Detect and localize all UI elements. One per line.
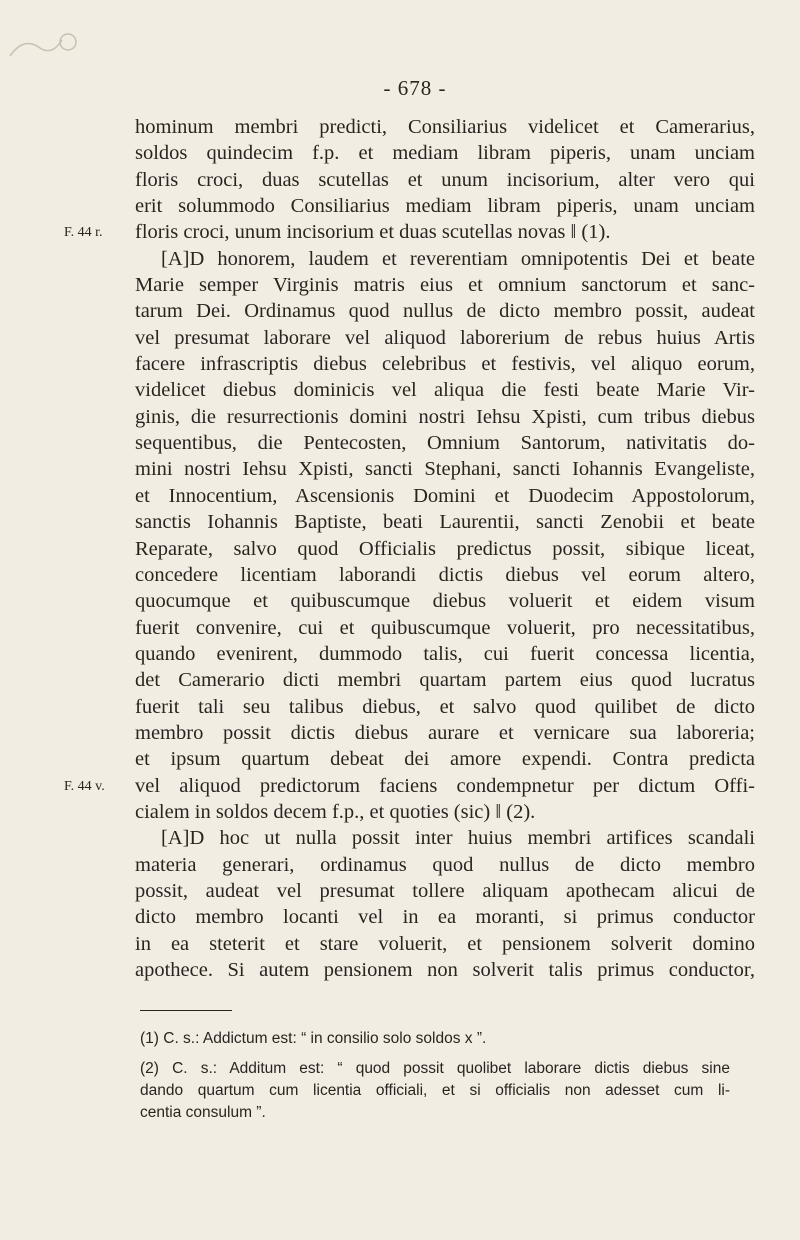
folio-note-44r: F. 44 r. bbox=[64, 225, 103, 240]
text-line: fuerit convenire, cui et quibuscumque voluerit, pro necessitatibus, bbox=[135, 616, 755, 639]
text-line: sequentibus, die Pentecosten, Omnium Santorum, nativitatis do- bbox=[135, 432, 755, 455]
text-line: videlicet diebus dominicis vel aliqua die festi beate Marie Vir- bbox=[135, 379, 755, 402]
text-line: quando evenirent, dummodo talis, cui fuerit concessa licentia, bbox=[135, 642, 755, 665]
text-line: dicto membro locanti vel in ea moranti, si primus conductor bbox=[135, 906, 755, 929]
text-line: vel presumat laborare vel aliquod laborerium de rebus huius Artis bbox=[135, 326, 755, 349]
text-line: floris croci, unum incisorium et duas scutellas novas ‖ (1). bbox=[135, 221, 611, 244]
text-line: materia generari, ordinamus quod nullus de dicto membro bbox=[135, 853, 755, 876]
library-stamp-mark bbox=[6, 26, 78, 66]
main-text bbox=[135, 114, 755, 983]
footnote-2-line: centia consulum ”. bbox=[140, 1104, 266, 1121]
footnote-divider bbox=[140, 1010, 232, 1011]
text-line: [A]D honorem, laudem et reverentiam omnipotentis Dei et beate bbox=[161, 247, 755, 270]
footnotes bbox=[140, 1028, 730, 1124]
text-line: concedere licentiam laborandi dictis diebus vel eorum altero, bbox=[135, 563, 755, 586]
text-line: et Innocentium, Ascensionis Domini et Duodecim Appostolorum, bbox=[135, 484, 755, 507]
text-line: hominum membri predicti, Consiliarius videlicet et Camerarius, bbox=[135, 116, 755, 138]
text-line: facere infrascriptis diebus celebribus et festivis, vel aliquo eorum, bbox=[135, 353, 755, 376]
text-line: [A]D hoc ut nulla possit inter huius membri artifices scandali bbox=[161, 827, 755, 850]
page-number: - 678 - bbox=[383, 76, 447, 100]
text-line: cialem in soldos decem f.p., et quoties (sic) ‖ (2). bbox=[135, 800, 536, 823]
text-line: possit, audeat vel presumat tollere aliquam apothecam alicui de bbox=[135, 879, 755, 902]
text-line: et ipsum quartum debeat dei amore expendi. Contra predicta bbox=[135, 748, 755, 771]
footnote-2: (2) C. s.: Additum est: “ quod possit quolibet laborare dictis diebus sine bbox=[140, 1060, 730, 1077]
folio-note-44v: F. 44 v. bbox=[64, 779, 105, 794]
footnote-1: (1) C. s.: Addictum est: “ in consilio solo soldos x ”. bbox=[140, 1030, 487, 1047]
text-line: Marie semper Virginis matris eius et omnium sanctorum et sanc- bbox=[135, 274, 755, 297]
text-line: membro possit dictis diebus aurare et vernicare sua laboreria; bbox=[135, 721, 755, 744]
text-line: mini nostri Iehsu Xpisti, sancti Stephani, sancti Iohannis Evangeliste, bbox=[135, 458, 755, 481]
text-line: in ea steterit et stare voluerit, et pensionem solverit domino bbox=[135, 932, 755, 955]
footnote-2-line: dando quartum cum licentia officiali, et si officialis non adesset cum li- bbox=[140, 1082, 730, 1099]
text-line: sanctis Iohannis Baptiste, beati Laurentii, sancti Zenobii et beate bbox=[135, 511, 755, 534]
text-line: det Camerario dicti membri quartam partem eius quod lucratus bbox=[135, 669, 755, 692]
text-line: soldos quindecim f.p. et mediam libram piperis, unam unciam bbox=[135, 142, 755, 165]
text-line: Reparate, salvo quod Officialis predictus possit, sibique liceat, bbox=[135, 537, 755, 560]
text-line: floris croci, duas scutellas et unum incisorium, alter vero qui bbox=[135, 168, 755, 191]
text-line: erit solummodo Consiliarius mediam libram piperis, unam unciam bbox=[135, 195, 755, 218]
text-line: vel aliquod predictorum faciens condempnetur per dictum Offi- bbox=[135, 774, 755, 797]
text-line: apothece. Si autem pensionem non solverit talis primus conductor, bbox=[135, 959, 755, 981]
text-line: fuerit tali seu talibus diebus, et salvo quod quilibet de dicto bbox=[135, 695, 755, 718]
text-line: ginis, die resurrectionis domini nostri Iehsu Xpisti, cum tribus diebus bbox=[135, 405, 755, 428]
text-line: quocumque et quibuscumque diebus voluerit et eidem visum bbox=[135, 590, 755, 613]
text-line: tarum Dei. Ordinamus quod nullus de dicto membro possit, audeat bbox=[135, 300, 755, 323]
